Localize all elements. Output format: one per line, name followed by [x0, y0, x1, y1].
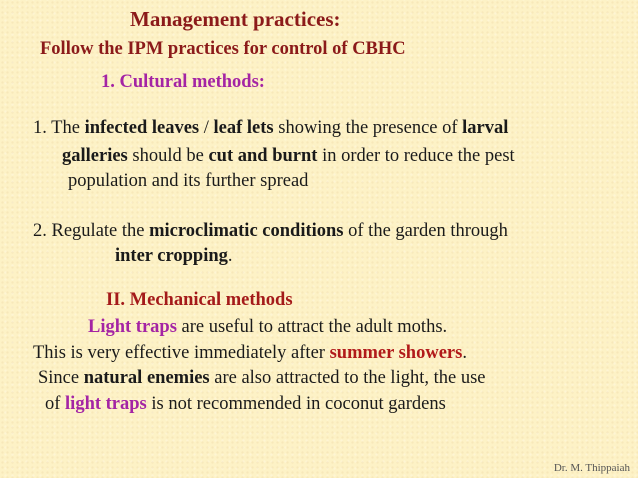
- section-heading-cultural: 1. Cultural methods:: [101, 72, 265, 92]
- page-subtitle: Follow the IPM practices for control of CBHC: [40, 39, 406, 59]
- text: Since: [38, 368, 84, 388]
- emphasis: galleries: [62, 146, 128, 166]
- text: are also attracted to the light, the use: [209, 368, 486, 388]
- mech-line1: [88, 316, 447, 338]
- emphasis: cut and burnt: [208, 146, 318, 166]
- point2-line2: [115, 245, 233, 267]
- text: This is very effective immediately after: [33, 343, 330, 363]
- emphasis: Light traps: [88, 317, 177, 337]
- text: 2. Regulate the: [33, 221, 150, 241]
- text: of: [45, 394, 66, 414]
- text: is not recommended in coconut gardens: [146, 394, 446, 414]
- text: .: [462, 343, 467, 363]
- emphasis: inter cropping: [115, 246, 228, 266]
- emphasis: light traps: [65, 394, 147, 414]
- point1-line2: [62, 145, 515, 167]
- emphasis: microclimatic conditions: [149, 221, 344, 241]
- emphasis: natural enemies: [83, 368, 210, 388]
- emphasis: larval: [462, 118, 509, 138]
- text: are useful to attract the adult moths.: [176, 317, 448, 337]
- mech-line2: [33, 342, 467, 364]
- text: should be: [127, 146, 209, 166]
- emphasis: leaf lets: [213, 118, 274, 138]
- footer-credit: Dr. M. Thippaiah: [553, 462, 630, 474]
- text: 1. The: [33, 118, 85, 138]
- point1-line3: population and its further spread: [68, 171, 309, 191]
- mech-line4: [45, 393, 446, 415]
- emphasis: summer showers: [329, 343, 463, 363]
- point1-line1: [33, 117, 508, 139]
- section-heading-mechanical: II. Mechanical methods: [106, 290, 293, 310]
- text: .: [227, 246, 233, 266]
- text: in order to reduce the pest: [317, 146, 515, 166]
- text: /: [199, 118, 214, 138]
- text: of the garden through: [343, 221, 508, 241]
- mech-line3: [38, 367, 485, 389]
- emphasis: infected leaves: [84, 118, 200, 138]
- page-title: Management practices:: [130, 7, 341, 31]
- point2-line1: [33, 220, 508, 242]
- text: showing the presence of: [273, 118, 463, 138]
